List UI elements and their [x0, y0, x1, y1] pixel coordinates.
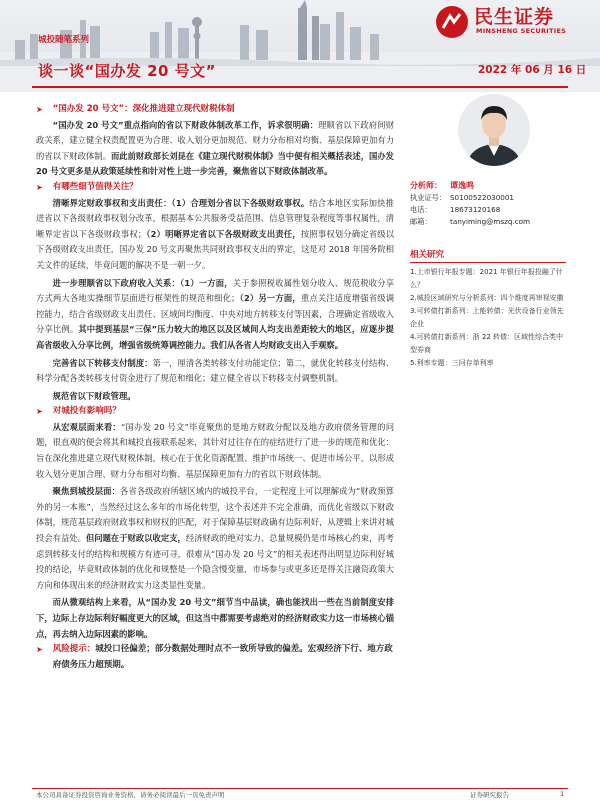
risk-text: 城投口径偏差；部分数据处理时点不一致所导致的偏差。宏观经济下行、地方政府债务压力超预期。	[52, 644, 393, 670]
bold-text: （2）明晰界定省以下各级财政支出责任，	[146, 228, 301, 239]
license-number: S0100522030001	[450, 193, 515, 202]
bold-text: （2）另一方面，	[239, 293, 301, 304]
analyst-photo	[458, 94, 530, 166]
paragraph	[36, 389, 394, 405]
related-item[interactable]: 2.城投区域研究与分析系列：四个维度再审视安徽	[410, 294, 564, 302]
company-logo	[434, 2, 594, 42]
header-divider	[32, 86, 568, 88]
body-text: 理顺省以下政府间财政关系，建立健全权责配置更为合理、收入划分更加规范、财力分布相对均衡、基层保障更加有力的省以下财政体制。	[36, 119, 394, 161]
analyst-row	[410, 204, 566, 216]
main-content	[36, 102, 394, 673]
body-text: 各省各级政府所辖区域内的城投平台，一定程度上可以理解成为“财政预算外的另一本账”，当然经过这么多年的市场化转型，这个表述并不完全准确，而优化省级以下财政体制，规范基层政府财政事权和财权的匹配，对于保障基层财政确有边际利好，从逻辑上来讲对城投会有益处。	[36, 486, 394, 544]
related-item[interactable]: 5.利率专题：三问存单利率	[410, 359, 494, 367]
paragraph	[36, 356, 394, 387]
body-text: 经济财政的绝对实力、总量规模仍是市场核心约束，再考虑到转移支付的结构和规模方有迹可寻，很难从“国办发 20 号文”的相关表述得出明显边际利好城投的结论，毕竟财政体制的优化和规整是一个隐含慢变量，市场参与或更多还是得关注融资政策大方向和体现出来的经济财政实力这类显性变量。	[36, 533, 394, 590]
bold-text: 但问题在于财政以收定支，	[85, 533, 186, 544]
analyst-info	[410, 180, 566, 228]
bold-text: 聚焦到城投层面：	[52, 486, 121, 497]
related-item[interactable]: 4.可转债打新系列：浙 22 转债：区域性综合类中型券商	[410, 333, 564, 354]
footer-disclaimer: 本公司具备证券投资咨询业务资格，请务必阅读最后一页免责声明	[36, 791, 225, 799]
section-heading	[36, 404, 394, 420]
section-title: 对城投有影响吗？	[52, 406, 121, 417]
section-heading	[36, 102, 394, 118]
bold-text: 从宏观层面来看：	[52, 421, 121, 432]
arrow-icon: ➤	[36, 105, 43, 114]
body-text: “国办发 20 号文”毕竟聚焦的是地方财政分配以及地方政府债务管理的问题，很直观的便会将其和城投直接联系起来，其针对过往存在的症结进行了进一步的规范和优化：旨在深化推进建立现代财税体制，核心在于优化资源配置、维护市场统一、促进市场公平，以形成收入划分更加合理、财力分布相对均衡、基层保障更加有力的省以下财政体制。	[36, 421, 394, 479]
report-date: 2022 年 06 月 16 日	[478, 64, 587, 76]
analyst-row	[410, 192, 566, 204]
risk-warning	[36, 642, 394, 673]
bold-text: 规范省以下财政管理。	[52, 390, 136, 401]
email-label: 邮箱：	[410, 217, 432, 226]
paragraph: 而从微观结构上来看，从“国办发 20 号文”细节当中品读，确也能找出一些在当前制度安排下，边际上存边际利好幅度更大的区域，但这当中都需要考虑绝对的经济财政实力这一市场核心锚点，再去纳入边际因素的影响。	[36, 597, 394, 639]
risk-label: 风险提示：	[52, 644, 96, 655]
series-label: 城投随笔系列	[38, 35, 90, 45]
report-header	[0, 0, 600, 92]
body-text: 结合本地区实际加快推进省以下各级财政事权划分改革，根据基本公共服务受益范围、信息管理复杂程度等事权属性，清晰界定省以下各级财政事权；	[36, 197, 394, 239]
logo-chinese-text: 民生证券	[474, 6, 555, 28]
related-item[interactable]: 3.可转债打新系列：上能转债：光伏设备行业领先企业	[410, 307, 564, 328]
license-label: 执业证号：	[410, 193, 446, 202]
arrow-icon: ➤	[36, 182, 43, 192]
arrow-icon: ➤	[36, 645, 43, 655]
report-title: 谈一谈“国办发 20 号文”	[38, 62, 217, 80]
related-item[interactable]: 1.上市银行年报专题：2021 年银行年报投融了什么？	[410, 268, 563, 289]
paragraph	[36, 196, 394, 274]
body-text: 关于参照税收属性划分收入、规范税收分享方式两大各地实操细节层面进行框架性的规范和细化；	[36, 277, 394, 304]
analyst-row	[410, 180, 566, 192]
bold-text: 清晰界定财政事权和支出责任：（1）合理划分省以下各级财政事权。	[52, 197, 310, 208]
footer-label: 证券研究报告	[470, 791, 509, 799]
email-link[interactable]: tanyiming@mszq.com	[450, 217, 531, 226]
page-number: 1	[560, 790, 565, 798]
bold-text: 进一步理顺省以下政府收入关系：（1）一方面，	[52, 277, 233, 288]
bold-text: “国办发 20 号文”重点指向的省以下财政体制改革工作，诉求很明确：	[52, 119, 319, 130]
section-title: “国办发 20 号文”：深化推进建立现代财税体制	[52, 104, 235, 114]
body-text: 第一，厘清各类转移支付功能定位；第二，就优化转移支付结构、科学分配各类转移支付资金进行了规范和细化；建立健全省以下转移支付调整机制。	[36, 357, 394, 384]
section-heading	[36, 180, 394, 196]
phone-number: 18673120168	[450, 205, 501, 214]
analyst-label: 分析师：	[410, 181, 442, 190]
related-research-list	[410, 266, 566, 370]
section-title: 有哪些细节值得关注？	[52, 181, 138, 192]
analyst-name: 谭逸鸣	[450, 181, 474, 190]
footer-divider	[32, 788, 568, 789]
logo-emblem-icon	[434, 4, 470, 40]
logo-english-text: MINSHENG SECURITIES	[476, 27, 567, 35]
related-research-title: 相关研究	[410, 248, 566, 263]
bold-text: 其中提到基层“三保”压力较大的地区以及区域间人均支出差距较大的地区，应逐步提高省级收入分享比例，增强省级统筹调控能力。我们从各省人均财政支出入手观察。	[36, 324, 394, 350]
body-text: 按照事权划分确定省级以下各级财政支出责任，国办发 20 号文再聚焦共同财政事权支出的界定，这是对 2018 年国务院相关文件的延续，毕竟问题的解决不是一朝一夕。	[36, 228, 394, 270]
bold-text: 而此前财政部长刘昆在《建立现代财税体制》当中便有相关概括表述，国办发 20 号文更多是从政策延续性和针对性上进一步完善，聚焦省以下财政体制改革。	[36, 150, 394, 177]
bold-text: 完善省以下转移支付制度：	[52, 357, 153, 368]
phone-label: 电话：	[410, 205, 432, 214]
paragraph	[36, 276, 394, 354]
arrow-icon: ➤	[36, 407, 43, 417]
paragraph	[36, 420, 394, 482]
analyst-row	[410, 216, 566, 228]
paragraph	[36, 118, 394, 180]
paragraph	[36, 484, 394, 593]
body-text: 重点关注适度增强省级调控能力，结合省级财政支出责任、区域间均衡度、中央对地方转移支付等因素，合理确定省级收入分享比例。	[36, 293, 394, 335]
